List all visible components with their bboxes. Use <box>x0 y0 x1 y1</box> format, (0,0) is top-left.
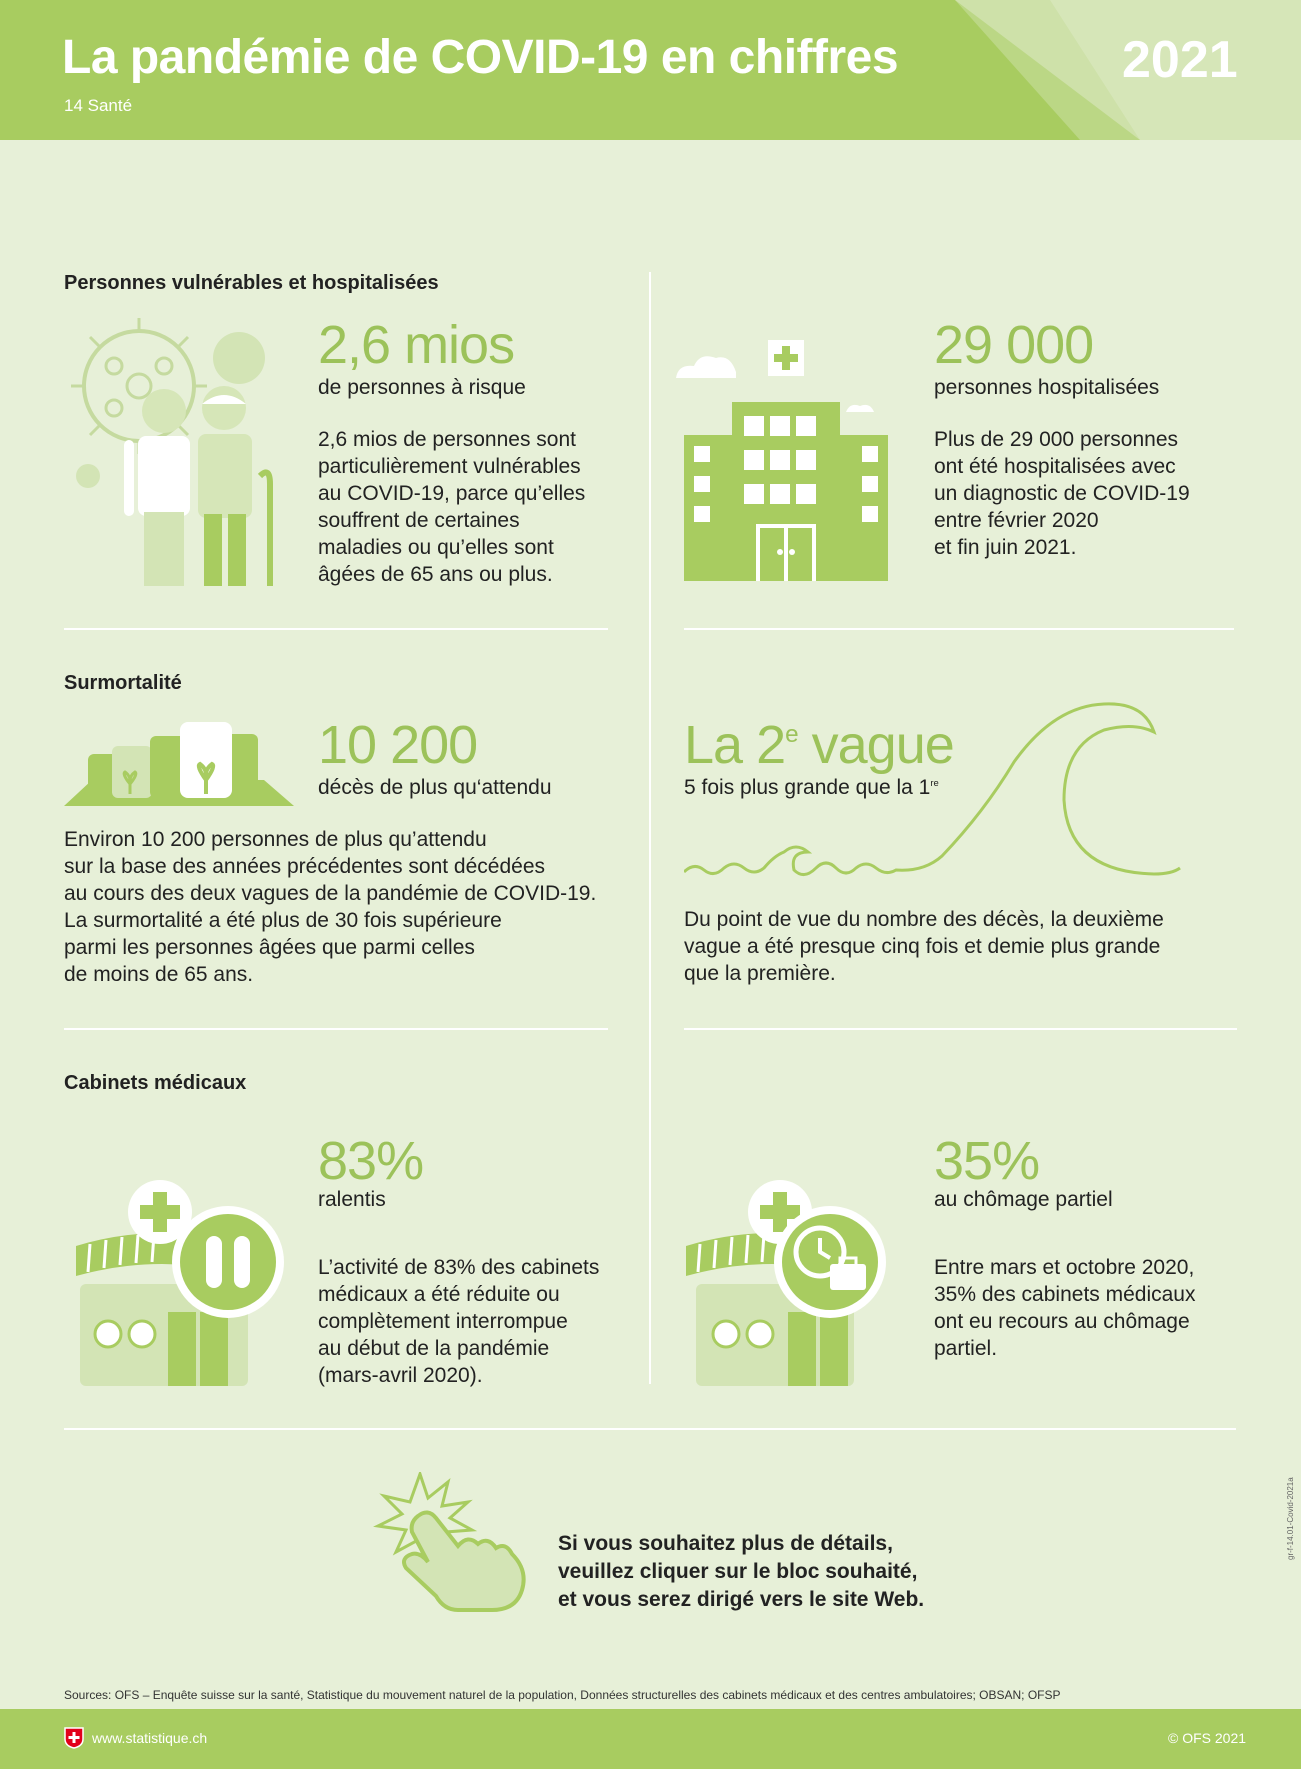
page-subtitle: 14 Santé <box>64 96 133 115</box>
cemetery-icon <box>64 720 294 806</box>
figure-risk: 2,6 mios <box>318 315 515 375</box>
label-wave-sup: re <box>930 777 939 789</box>
sources-text: Sources: OFS – Enquête suisse sur la santé, Statistique du mouvement naturel de la population, Données structurelles des cabinets médicaux et des centres ambulatoires; OBSAN; OFSP <box>64 1688 1061 1702</box>
divider-left-1 <box>64 628 608 630</box>
figure-deaths: 10 200 <box>318 715 478 775</box>
label-deaths: décès de plus qu‘attendu <box>318 776 552 799</box>
cta-text: Si vous souhaitez plus de détails, veuillez cliquer sur le bloc souhaité, et vous serez dirigé vers le site Web. <box>558 1532 925 1611</box>
divider-right-1 <box>684 628 1234 630</box>
label-wave-prefix: 5 fois plus grande que la 1 <box>684 776 931 799</box>
divider-bottom <box>64 1428 1236 1430</box>
label-wave <box>684 776 939 800</box>
text-risk: 2,6 mios de personnes sont particulièrement vulnérables au COVID-19, parce qu’elles souffrent de certaines maladies ou qu’elles sont âgées de 65 ans ou plus. <box>318 428 586 586</box>
hospital-icon <box>676 340 896 590</box>
label-shorttime: au chômage partiel <box>934 1188 1113 1211</box>
text-slowed: L’activité de 83% des cabinets médicaux a été réduite ou complètement interrompue au début de la pandémie (mars-avril 2020). <box>318 1256 600 1387</box>
section-title-excess: Surmortalité <box>64 672 182 694</box>
block-second-wave[interactable] <box>676 700 1236 1000</box>
clinic-pause-icon <box>76 1180 290 1386</box>
page-title: La pandémie de COVID-19 en chiffres <box>62 31 899 84</box>
pointing-hand-icon <box>372 1472 532 1612</box>
copyright-text: © OFS 2021 <box>1168 1730 1247 1746</box>
text-hospital: Plus de 29 000 personnes ont été hospitalisées avec un diagnostic de COVID-19 entre février 2020 et fin juin 2021. <box>934 428 1190 559</box>
text-wave: Du point de vue du nombre des décès, la deuxième vague a été presque cinq fois et demie plus grande que la première. <box>684 908 1164 985</box>
figure-hospital: 29 000 <box>934 315 1094 375</box>
figure-wave-sup: e <box>785 720 798 748</box>
graphic-code: gr-f-14.01-Covid-2021a <box>1286 1477 1295 1560</box>
block-persons-at-risk[interactable] <box>60 300 620 600</box>
block-hospitalised[interactable] <box>676 300 1236 600</box>
vertical-divider <box>649 272 651 1384</box>
section-title-cabinets: Cabinets médicaux <box>64 1072 247 1094</box>
text-deaths: Environ 10 200 personnes de plus qu’attendu sur la base des années précédentes sont décédées au cours des deux vagues de la pandémie de COVID-19. La surmortalité a été plus de 30 fois supérieure parmi les personnes âgées que parmi celles de moins de 65 ans. <box>64 828 597 986</box>
figure-shorttime: 35% <box>934 1131 1040 1191</box>
figure-wave <box>684 715 954 775</box>
figure-wave-prefix: La 2 <box>684 715 786 775</box>
website-link[interactable]: www.statistique.ch <box>92 1730 208 1746</box>
label-slowed: ralentis <box>318 1188 386 1211</box>
elderly-couple-virus-icon <box>64 316 284 590</box>
section-title-vulnerable: Personnes vulnérables et hospitalisées <box>64 272 439 294</box>
swiss-shield-icon <box>64 1727 84 1749</box>
divider-right-2 <box>684 1028 1237 1030</box>
header-banner <box>0 0 1301 140</box>
label-risk: de personnes à risque <box>318 376 526 399</box>
figure-slowed: 83% <box>318 1131 424 1191</box>
figure-wave-suffix: vague <box>797 715 954 775</box>
year-label: 2021 <box>1122 31 1238 89</box>
block-short-time-work[interactable] <box>676 1100 1236 1400</box>
text-shorttime: Entre mars et octobre 2020, 35% des cabinets médicaux ont eu recours au chômage partiel. <box>934 1256 1196 1360</box>
clinic-clock-icon <box>686 1180 900 1386</box>
label-hospital: personnes hospitalisées <box>934 376 1160 399</box>
block-cabinets-slowed[interactable] <box>60 1100 620 1400</box>
block-excess-deaths[interactable] <box>60 700 620 1000</box>
divider-left-2 <box>64 1028 608 1030</box>
